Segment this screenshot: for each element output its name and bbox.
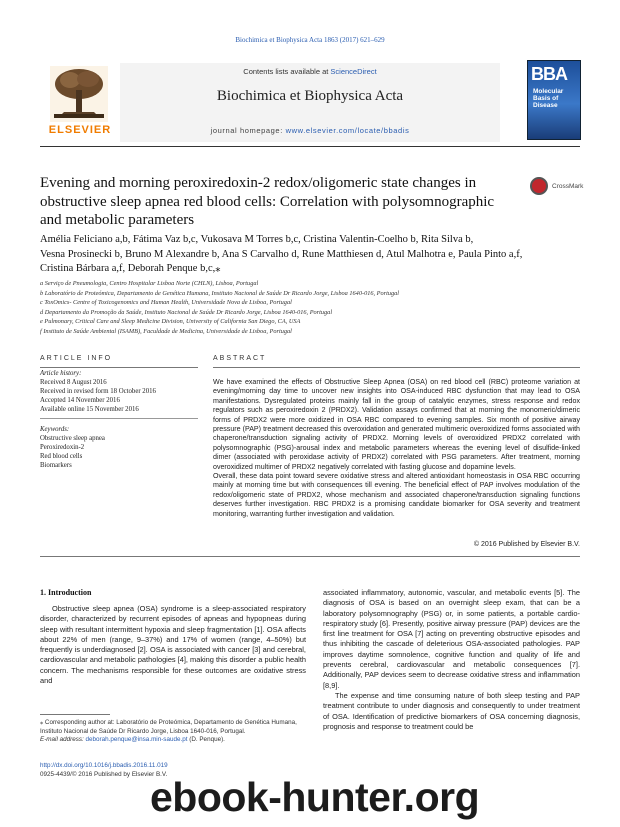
- affiliation: d Departamento da Promoção da Saúde, Instituto Nacional de Saúde Dr Ricardo Jorge, Lisboa 1640-016, Portugal: [40, 308, 333, 316]
- doi-block: [40, 762, 168, 779]
- crossmark-icon[interactable]: [530, 177, 548, 195]
- author-line: Cristina Bárbara a,f, Deborah Penque b,c,⁎: [40, 263, 221, 274]
- elsevier-tree-logo: [50, 66, 108, 122]
- keyword: Peroxiredoxin-2: [40, 444, 85, 451]
- abstract-copyright: © 2016 Published by Elsevier B.V.: [473, 541, 580, 548]
- article-info-panel: [40, 369, 198, 470]
- issn-line: 0925-4439/© 2016 Published by Elsevier B.V.: [40, 770, 168, 778]
- homepage-link[interactable]: www.elsevier.com/locate/bbadis: [285, 126, 410, 135]
- journal-homepage: [120, 126, 500, 135]
- journal-title: Biochimica et Biophysica Acta: [216, 88, 404, 104]
- affiliation: e Pulmonary, Critical Care and Sleep Medicine Division, University of California San Diego, CA, USA: [40, 318, 301, 325]
- doi-link[interactable]: http://dx.doi.org/10.1016/j.bbadis.2016.11.019: [40, 762, 168, 769]
- history-label: Article history:: [40, 370, 82, 377]
- abstract-paragraph: Overall, these data point toward severe oxidative stress and altered antioxidant homeostasis in OSA RBC occurring mainly at morning time but with consequences till evening. The beneficial effect of PAP involves modulation of the redox/oligomeric state of PRDX2, whose mechanism and associated chaperone/transduction signaling functions deserves further investigation. RBC PRDX2 is a promising candidate biomarker for OSA severity and treatment monitoring, warranting further investigation and validation.: [213, 472, 580, 518]
- affiliation: b Laboratório de Proteómica, Departamento de Genética Humana, Instituto Nacional de Saúde Dr Ricardo Jorge, Lisboa 1640-016, Portugal: [40, 289, 400, 297]
- author-list: [40, 233, 580, 277]
- crossmark-label[interactable]: CrossMark: [552, 183, 584, 190]
- footnote-text: ⁎ Corresponding author at: Laboratório de Proteómica, Departamento de Genética Humana, Instituto Nacional de Saúde Dr Ricardo Jorge, Lisboa 1640-016, Portugal.: [40, 719, 297, 735]
- publisher-logo-text: ELSEVIER: [48, 124, 112, 136]
- email-label: E-mail address:: [40, 736, 86, 743]
- author-line: Vesna Prosinecki b, Bruno M Alexandre b, Ana S Carvalho d, Rune Matthiesen d, Atul Malhotra e, Paula Pinto a,f,: [40, 248, 523, 260]
- cover-title: BBA: [531, 64, 567, 84]
- watermark-text: ebook-hunter.org: [150, 774, 480, 820]
- section-heading-introduction: 1. Introduction: [40, 588, 92, 597]
- affiliation: c ToxOmics- Centre of Toxicogenomics and Human Health, Universidade Nova de Lisboa, Portugal: [40, 299, 292, 306]
- article-info-rule: [40, 367, 198, 368]
- affiliation: a Serviço de Pneumologia, Centro Hospitalar Lisboa Norte (CHLN), Lisboa, Portugal: [40, 280, 259, 287]
- keywords-label: Keywords:: [40, 426, 70, 433]
- contents-line: [120, 67, 500, 76]
- cover-subtitle: Molecular Basis of Disease: [533, 88, 564, 109]
- body-paragraph: associated inflammatory, autonomic, vascular, and metabolic events [5]. The diagnosis of OSA is based on an overnight sleep exam, that can be a laboratory polysomnography (PSG) or, in some patients, a portable cardio-respiratory study [6]. Presently, positive airway pressure (PAP) devices are the first line treatment for OSA [7] acting on preventing obstructive episodes and thus inhibiting the cascade of deleterious OSA-associated pathologies. PAP improves daytime somnolence, cognitive function and quality of life and prevents cerebral, cardiovascular and metabolic consequences [7]. Additionally, PAP devices seem to decrease oxidative stress and inflammation [8,9].: [323, 588, 580, 690]
- article-title: Evening and morning peroxiredoxin-2 redox/oligomeric state changes in obstructive sleep apnea red blood cells: Correlation with polysomnographic and metabolic parameters: [40, 175, 495, 228]
- author-line: Amélia Feliciano a,b, Fátima Vaz b,c, Vukosava M Torres b,c, Cristina Valentin-Coelho b, Rita Silva b,: [40, 234, 474, 245]
- history-item: Available online 15 November 2016: [40, 406, 139, 413]
- article-info-heading: ARTICLE INFO: [40, 355, 113, 362]
- email-link[interactable]: deborah.penque@insa.min-saude.pt: [85, 736, 188, 743]
- keyword: Biomarkers: [40, 462, 72, 469]
- keyword: Red blood cells: [40, 453, 83, 460]
- keyword: Obstructive sleep apnea: [40, 435, 105, 442]
- body-paragraph: Obstructive sleep apnea (OSA) syndrome is a sleep-associated respiratory disorder, characterized by recurrent episodes of apneas and hypopneas during sleep with resultant intermittent hypoxia and sleep fragmentation [1]. OSA affects about 22% of men (range, 9–37%) and 17% of women (range, 4–50%) but frequently is underdiagnosed [2]. OSA is associated with cancer [3] and cerebral, cardiovascular and metabolic pathologies [4], making this disorder a public health concern. The mechanisms responsible for these outcomes are oxidative stress and: [40, 604, 306, 686]
- abstract-heading: ABSTRACT: [213, 355, 267, 362]
- email-suffix: (D. Penque).: [187, 736, 225, 743]
- footnote-email-line: [40, 736, 306, 745]
- corresponding-author-footnote: [40, 719, 306, 745]
- affiliation: f Instituto de Saúde Ambiental (ISAMB), Faculdade de Medicina, Universidade de Lisboa, Portugal: [40, 327, 292, 335]
- footnote-rule: [40, 714, 110, 715]
- history-item: Received in revised form 18 October 2016: [40, 388, 156, 395]
- body-column-right: [323, 588, 580, 732]
- sciencedirect-link[interactable]: ScienceDirect: [330, 67, 377, 76]
- body-column-left: [40, 604, 306, 686]
- header-rule: [40, 146, 580, 147]
- abstract-paragraph: We have examined the effects of Obstructive Sleep Apnea (OSA) on red blood cell (RBC) proteome variation at evening/morning day time to uncover new insights into OSA-induced RBC dysfunction that may lead to OSA manifestations. Dysregulated proteins mainly fall in the group of catalytic enzymes, stress response and redox regulators such as peroxiredoxin 2 (PRDX2). Validation assays confirmed that at morning the monomeric/dimeric forms of PRDX2 were more oxidized in OSA RBC compared to evening samples. Six month of positive airway pressure (PAP) treatment decreased this overoxidation and generated multimeric overoxidized forms associated with chaperone/transduction signaling activity of PRDX2. Morning levels of overoxidized PRDX2 correlated with polysomnographic (PSG)-arousal index and metabolic parameters whereas the evening level of disulfide-linked dimer (associated with peroxidase activity of PRDX2) correlated with PSG parameters. After treatment, morning overoxidized multimer of PRDX2 negatively correlated with fasting glucose and dopamine levels.: [213, 378, 580, 471]
- journal-citation[interactable]: Biochimica et Biophysica Acta 1863 (2017) 621–629: [235, 36, 385, 44]
- history-item: Received 8 August 2016: [40, 379, 107, 386]
- body-paragraph: The expense and time consuming nature of both sleep testing and PAP treatment contribute to under diagnosis and consequently to under treatment of OSA. Identification of predictive biomarkers of OSA concerning diagnosis, prognosis and response to treatment could be: [323, 690, 580, 731]
- homepage-prefix: journal homepage:: [210, 126, 286, 135]
- history-item: Accepted 14 November 2016: [40, 397, 120, 404]
- contents-prefix: Contents lists available at: [243, 67, 331, 76]
- abstract-text: [213, 378, 580, 519]
- abstract-bottom-rule: [40, 556, 580, 557]
- affiliation-list: [40, 279, 580, 336]
- abstract-rule: [213, 367, 580, 368]
- info-divider: [40, 414, 198, 419]
